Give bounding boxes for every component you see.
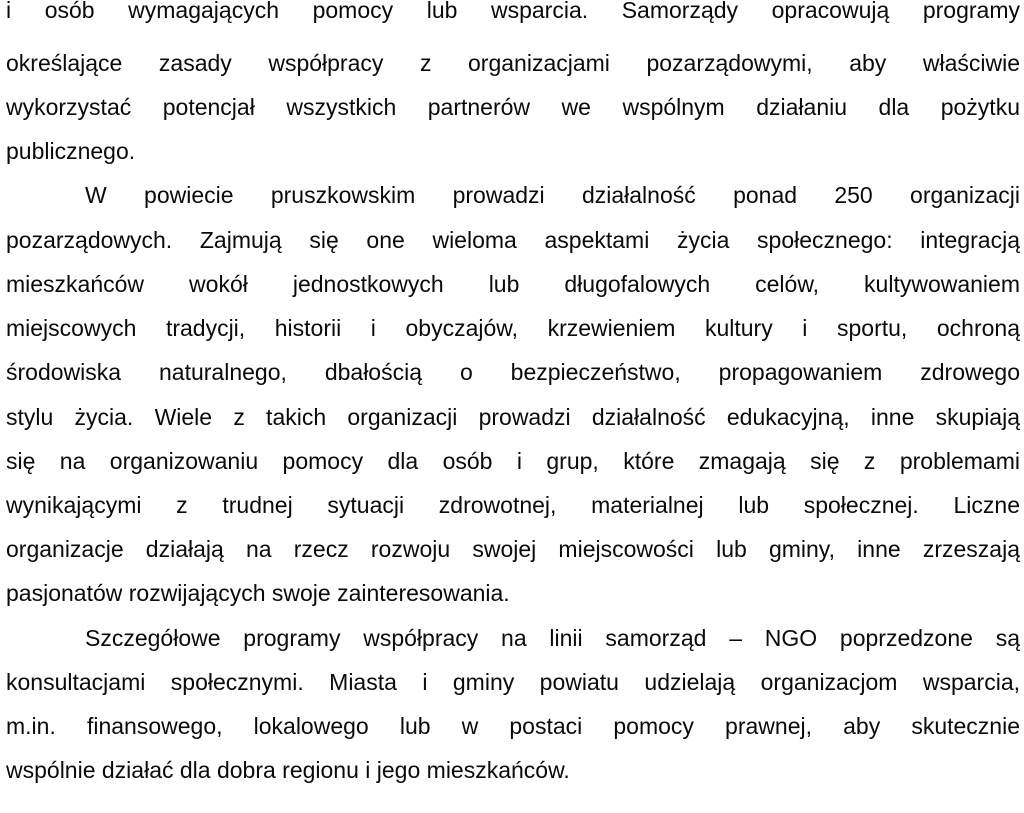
text-line: i osób wymagających pomocy lub wsparcia. Samorządy opracowują programy	[6, 0, 1020, 23]
text-line: mieszkańców wokół jednostkowych lub długofalowych celów, kultywowaniem	[6, 271, 1020, 297]
text-line: organizacje działają na rzecz rozwoju swojej miejscowości lub gminy, inne zrzeszają	[6, 536, 1020, 562]
paragraph-first-line: W powiecie pruszkowskim prowadzi działalność ponad 250 organizacji	[85, 182, 1020, 208]
text-line: środowiska naturalnego, dbałością o bezpieczeństwo, propagowaniem zdrowego	[6, 359, 1020, 385]
text-line: się na organizowaniu pomocy dla osób i grup, które zmagają się z problemami	[6, 448, 1020, 474]
text-line: miejscowych tradycji, historii i obyczajów, krzewieniem kultury i sportu, ochroną	[6, 315, 1020, 341]
text-line: wspólnie działać dla dobra regionu i jego mieszkańców.	[6, 757, 570, 783]
text-line: wynikającymi z trudnej sytuacji zdrowotnej, materialnej lub społecznej. Liczne	[6, 492, 1020, 518]
text-line: określające zasady współpracy z organizacjami pozarządowymi, aby właściwie	[6, 50, 1020, 76]
text-line: pasjonatów rozwijających swoje zainteresowania.	[6, 580, 510, 606]
text-line: konsultacjami społecznymi. Miasta i gminy powiatu udzielają organizacjom wsparcia,	[6, 669, 1020, 695]
text-line: pozarządowych. Zajmują się one wieloma aspektami życia społecznego: integracją	[6, 227, 1020, 253]
text-line: wykorzystać potencjał wszystkich partnerów we wspólnym działaniu dla pożytku	[6, 94, 1020, 120]
text-line: stylu życia. Wiele z takich organizacji prowadzi działalność edukacyjną, inne skupiają	[6, 404, 1020, 430]
paragraph-first-line: Szczegółowe programy współpracy na linii samorząd – NGO poprzedzone są	[85, 625, 1020, 651]
text-line: publicznego.	[6, 138, 136, 164]
text-line: m.in. finansowego, lokalowego lub w postaci pomocy prawnej, aby skutecznie	[6, 713, 1020, 739]
